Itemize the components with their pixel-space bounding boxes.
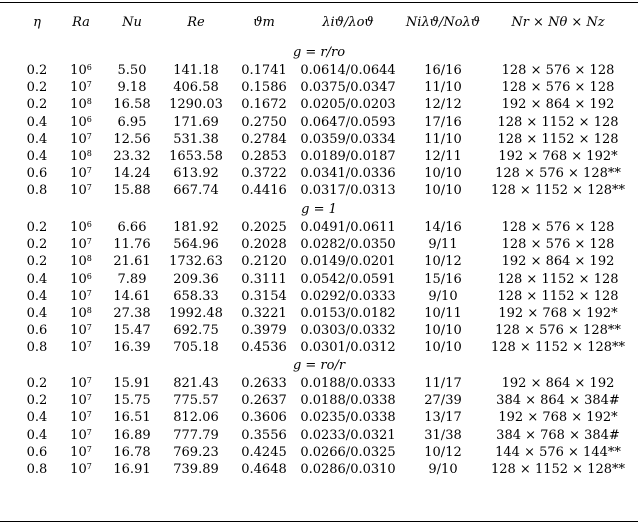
header-grid: Nr × Nθ × Nz [511,15,605,30]
cell-n-ratio: 10/10 [424,323,462,339]
cell-re: 406.58 [173,80,219,96]
cell-ra [70,236,92,254]
cell-nu: 14.24 [113,166,151,182]
cell-theta-m: 0.2028 [241,237,287,253]
cell-nu: 11.76 [113,237,151,253]
cell-n-ratio: 10/12 [424,444,462,460]
cell-lambda-ratio: 0.0188/0.0333 [300,376,396,391]
cell-re: 769.23 [173,444,219,460]
cell-grid: 192 × 768 × 192* [498,410,618,426]
cell-n-ratio: 13/17 [424,410,462,426]
cell-eta: 0.4 [26,427,48,443]
ra-exponent: 6 [86,220,92,229]
cell-lambda-ratio: 0.0614/0.0644 [300,63,396,78]
table-row [0,236,638,254]
cell-eta: 0.4 [26,271,48,287]
cell-lambda-ratio: 0.0149/0.0201 [300,254,396,270]
cell-theta-m: 0.4245 [241,444,287,460]
table-row [0,305,638,323]
ra-base: 10 [70,166,87,182]
cell-ra [70,305,92,323]
cell-grid: 128 × 1152 × 128** [490,183,626,199]
cell-ra [70,96,92,114]
cell-theta-m: 0.4536 [241,340,287,356]
table-row [0,131,638,149]
cell-ra [70,148,92,166]
cell-nu: 16.78 [113,444,151,460]
ra-base: 10 [70,340,87,356]
cell-theta-m: 0.4648 [241,462,287,477]
cell-theta-m: 0.3556 [241,427,287,443]
cell-eta: 0.2 [26,63,48,78]
cell-re: 705.18 [173,340,219,356]
cell-lambda-ratio: 0.0282/0.0350 [300,237,396,253]
table-row [0,62,638,80]
cell-theta-m: 0.4416 [241,183,287,199]
ra-exponent: 7 [86,444,92,454]
cell-re: 1653.58 [169,149,223,164]
cell-lambda-ratio: 0.0292/0.0333 [300,288,396,304]
ra-base: 10 [70,131,87,147]
section-label: g = ro/r [292,358,346,373]
table-row [0,271,638,289]
cell-grid: 128 × 576 × 128** [495,166,621,182]
ra-exponent: 7 [86,237,92,247]
cell-grid: 128 × 1152 × 128 [497,288,619,304]
cell-grid: 192 × 768 × 192* [498,149,618,164]
cell-n-ratio: 11/10 [424,80,462,96]
cell-ra [70,182,92,200]
cell-re: 777.79 [173,427,219,443]
cell-re: 812.06 [173,410,219,426]
cell-eta: 0.4 [26,288,48,304]
cell-nu: 16.58 [113,97,151,113]
ra-exponent: 7 [86,288,92,298]
cell-n-ratio: 31/38 [424,427,462,443]
ra-base: 10 [70,271,87,287]
cell-nu: 5.50 [117,63,147,78]
cell-lambda-ratio: 0.0317/0.0313 [300,183,396,199]
cell-eta: 0.6 [26,166,48,182]
ra-base: 10 [70,183,87,199]
cell-ra [70,131,92,149]
cell-nu: 16.39 [113,340,151,356]
cell-ra [70,375,92,393]
ra-exponent: 7 [86,410,92,420]
cell-nu: 9.18 [117,80,147,96]
cell-n-ratio: 10/10 [424,166,462,182]
cell-grid: 128 × 1152 × 128 [497,131,619,147]
section-label: g = 1 [301,202,337,217]
table-row [0,165,638,183]
header-n-ratio: Niλϑ/Noλϑ [405,15,481,30]
cell-grid: 384 × 864 × 384# [496,393,620,409]
ra-exponent: 8 [86,149,92,158]
header-lambda-ratio: λiϑ/λoϑ [322,15,374,30]
cell-lambda-ratio: 0.0266/0.0325 [300,444,396,460]
cell-eta: 0.8 [26,183,48,199]
table-row [0,461,638,479]
cell-eta: 0.2 [26,376,48,391]
cell-ra [70,165,92,183]
ra-base: 10 [70,237,87,253]
header-re: Re [187,15,205,30]
cell-theta-m: 0.2633 [241,376,287,391]
cell-lambda-ratio: 0.0233/0.0321 [300,427,396,443]
cell-n-ratio: 12/11 [424,149,462,164]
cell-re: 821.43 [173,376,219,391]
cell-n-ratio: 27/39 [424,393,462,409]
cell-ra [70,461,92,479]
cell-eta: 0.2 [26,97,48,113]
table-row [0,444,638,462]
table-row [0,409,638,427]
cell-nu: 16.91 [113,462,151,477]
table-row [0,148,638,166]
cell-lambda-ratio: 0.0286/0.0310 [300,462,396,477]
cell-nu: 15.91 [113,376,151,391]
cell-ra [70,427,92,445]
ra-exponent: 6 [86,114,92,124]
ra-exponent: 7 [86,340,92,350]
cell-grid: 128 × 576 × 128 [501,220,615,235]
cell-nu: 12.56 [113,131,151,147]
table-header [0,14,638,32]
cell-theta-m: 0.3111 [241,271,287,287]
cell-theta-m: 0.3979 [241,323,287,339]
ra-base: 10 [70,462,87,477]
cell-eta: 0.2 [26,80,48,96]
cell-re: 1732.63 [169,254,223,270]
table-row [0,96,638,114]
cell-eta: 0.6 [26,323,48,339]
header-nu: Nu [122,15,142,30]
cell-lambda-ratio: 0.0359/0.0334 [300,131,396,147]
cell-theta-m: 0.1672 [241,97,287,113]
cell-eta: 0.4 [26,149,48,164]
cell-eta: 0.2 [26,237,48,253]
cell-re: 141.18 [173,63,219,78]
cell-grid: 128 × 576 × 128 [501,237,615,253]
cell-lambda-ratio: 0.0235/0.0338 [300,410,396,426]
ra-exponent: 7 [86,166,92,176]
cell-nu: 21.61 [113,254,151,270]
cell-grid: 128 × 1152 × 128** [490,340,626,356]
cell-grid: 128 × 576 × 128 [501,80,615,96]
cell-re: 658.33 [173,288,219,304]
header-theta-m: ϑm [253,15,275,30]
cell-ra [70,79,92,97]
cell-eta: 0.2 [26,254,48,270]
cell-n-ratio: 16/16 [424,63,462,78]
ra-base: 10 [70,306,87,321]
cell-eta: 0.6 [26,444,48,460]
cell-ra [70,409,92,427]
table-row [0,375,638,393]
cell-n-ratio: 11/17 [424,376,462,391]
cell-grid: 128 × 576 × 128 [501,63,615,78]
ra-exponent: 8 [86,306,92,315]
cell-theta-m: 0.1586 [241,80,287,96]
cell-ra [70,253,92,271]
cell-nu: 6.95 [117,114,147,130]
cell-ra [70,62,92,80]
cell-theta-m: 0.2025 [241,220,287,235]
table-row [0,392,638,410]
cell-re: 531.38 [173,131,219,147]
cell-lambda-ratio: 0.0341/0.0336 [300,166,396,182]
ra-base: 10 [70,220,87,235]
cell-lambda-ratio: 0.0375/0.0347 [300,80,396,96]
cell-grid: 192 × 864 × 192 [501,97,615,113]
cell-theta-m: 0.2853 [241,149,287,164]
ra-base: 10 [70,376,87,391]
table-row [0,219,638,237]
cell-theta-m: 0.2784 [241,131,287,147]
cell-grid: 128 × 1152 × 128 [497,114,619,130]
top-rule [0,2,638,3]
cell-n-ratio: 17/16 [424,114,462,130]
cell-re: 1290.03 [169,97,223,113]
cell-ra [70,339,92,357]
section-label: g = r/ro [292,45,346,60]
cell-ra [70,322,92,340]
ra-exponent: 7 [86,393,92,403]
cell-theta-m: 0.3154 [241,288,287,304]
cell-nu: 27.38 [113,306,151,321]
cell-re: 667.74 [173,183,219,199]
table-row [0,182,638,200]
cell-lambda-ratio: 0.0153/0.0182 [300,306,396,321]
cell-theta-m: 0.3606 [241,410,287,426]
cell-lambda-ratio: 0.0189/0.0187 [300,149,396,164]
cell-eta: 0.4 [26,306,48,321]
cell-nu: 16.89 [113,427,151,443]
cell-grid: 384 × 768 × 384# [496,427,620,443]
ra-base: 10 [70,80,87,96]
cell-ra [70,271,92,289]
cell-nu: 23.32 [113,149,151,164]
cell-nu: 15.88 [113,183,151,199]
cell-re: 775.57 [173,393,219,409]
cell-nu: 15.75 [113,393,151,409]
cell-n-ratio: 10/11 [424,306,462,321]
ra-base: 10 [70,63,87,78]
cell-theta-m: 0.2637 [241,393,287,409]
ra-base: 10 [70,393,87,409]
cell-n-ratio: 9/10 [428,288,458,304]
cell-lambda-ratio: 0.0491/0.0611 [300,220,396,235]
cell-nu: 16.51 [113,410,151,426]
cell-nu: 15.47 [113,323,151,339]
cell-eta: 0.8 [26,340,48,356]
cell-theta-m: 0.3221 [241,306,287,321]
table-row [0,79,638,97]
cell-n-ratio: 10/12 [424,254,462,270]
cell-theta-m: 0.2750 [241,114,287,130]
cell-eta: 0.8 [26,462,48,477]
ra-base: 10 [70,323,87,339]
cell-nu: 7.89 [117,271,147,287]
cell-re: 739.89 [173,462,219,477]
header-eta: η [33,15,41,30]
cell-n-ratio: 11/10 [424,131,462,147]
table-row [0,114,638,132]
ra-base: 10 [70,427,87,443]
cell-n-ratio: 9/11 [428,237,458,253]
cell-eta: 0.4 [26,410,48,426]
cell-re: 564.96 [173,237,219,253]
table-row [0,288,638,306]
cell-eta: 0.4 [26,114,48,130]
cell-n-ratio: 15/16 [424,271,462,287]
cell-grid: 192 × 864 × 192 [501,376,615,391]
cell-re: 171.69 [173,114,219,130]
cell-theta-m: 0.2120 [241,254,287,270]
cell-ra [70,392,92,410]
cell-lambda-ratio: 0.0542/0.0591 [300,271,396,287]
ra-exponent: 6 [86,271,92,281]
cell-lambda-ratio: 0.0647/0.0593 [300,114,396,130]
ra-exponent: 7 [86,80,92,90]
ra-base: 10 [70,149,87,164]
ra-base: 10 [70,254,87,270]
cell-eta: 0.2 [26,393,48,409]
ra-exponent: 7 [86,183,92,193]
cell-n-ratio: 12/12 [424,97,462,113]
cell-n-ratio: 9/10 [428,462,458,477]
ra-exponent: 7 [86,427,92,437]
cell-theta-m: 0.1741 [241,63,287,78]
cell-grid: 192 × 864 × 192 [501,254,615,270]
ra-exponent: 7 [86,462,92,471]
cell-ra [70,288,92,306]
ra-exponent: 7 [86,376,92,385]
cell-re: 692.75 [173,323,219,339]
cell-ra [70,219,92,237]
cell-lambda-ratio: 0.0205/0.0203 [300,97,396,113]
cell-re: 209.36 [173,271,219,287]
ra-base: 10 [70,97,87,113]
cell-lambda-ratio: 0.0303/0.0332 [300,323,396,339]
cell-grid: 128 × 576 × 128** [495,323,621,339]
ra-exponent: 6 [86,63,92,72]
ra-base: 10 [70,114,87,130]
header-ra: Ra [72,15,90,30]
table-row [0,253,638,271]
cell-re: 613.92 [173,166,219,182]
table-row [0,427,638,445]
ra-exponent: 8 [86,254,92,264]
ra-base: 10 [70,444,87,460]
cell-re: 1992.48 [169,306,223,321]
cell-nu: 6.66 [117,220,147,235]
cell-theta-m: 0.3722 [241,166,287,182]
ra-exponent: 7 [86,131,92,141]
cell-n-ratio: 10/10 [424,340,462,356]
cell-eta: 0.4 [26,131,48,147]
cell-lambda-ratio: 0.0301/0.0312 [300,340,396,356]
cell-n-ratio: 14/16 [424,220,462,235]
bottom-rule [0,521,638,522]
cell-eta: 0.2 [26,220,48,235]
table-row [0,322,638,340]
ra-base: 10 [70,288,87,304]
ra-exponent: 8 [86,97,92,107]
cell-ra [70,114,92,132]
cell-grid: 128 × 1152 × 128 [497,271,619,287]
ra-exponent: 7 [86,323,92,333]
cell-grid: 192 × 768 × 192* [498,306,618,321]
ra-base: 10 [70,410,87,426]
cell-re: 181.92 [173,220,219,235]
cell-lambda-ratio: 0.0188/0.0338 [300,393,396,409]
cell-n-ratio: 10/10 [424,183,462,199]
table-row [0,339,638,357]
cell-grid: 144 × 576 × 144** [495,444,621,460]
cell-ra [70,444,92,462]
cell-nu: 14.61 [113,288,151,304]
cell-grid: 128 × 1152 × 128** [490,462,626,477]
